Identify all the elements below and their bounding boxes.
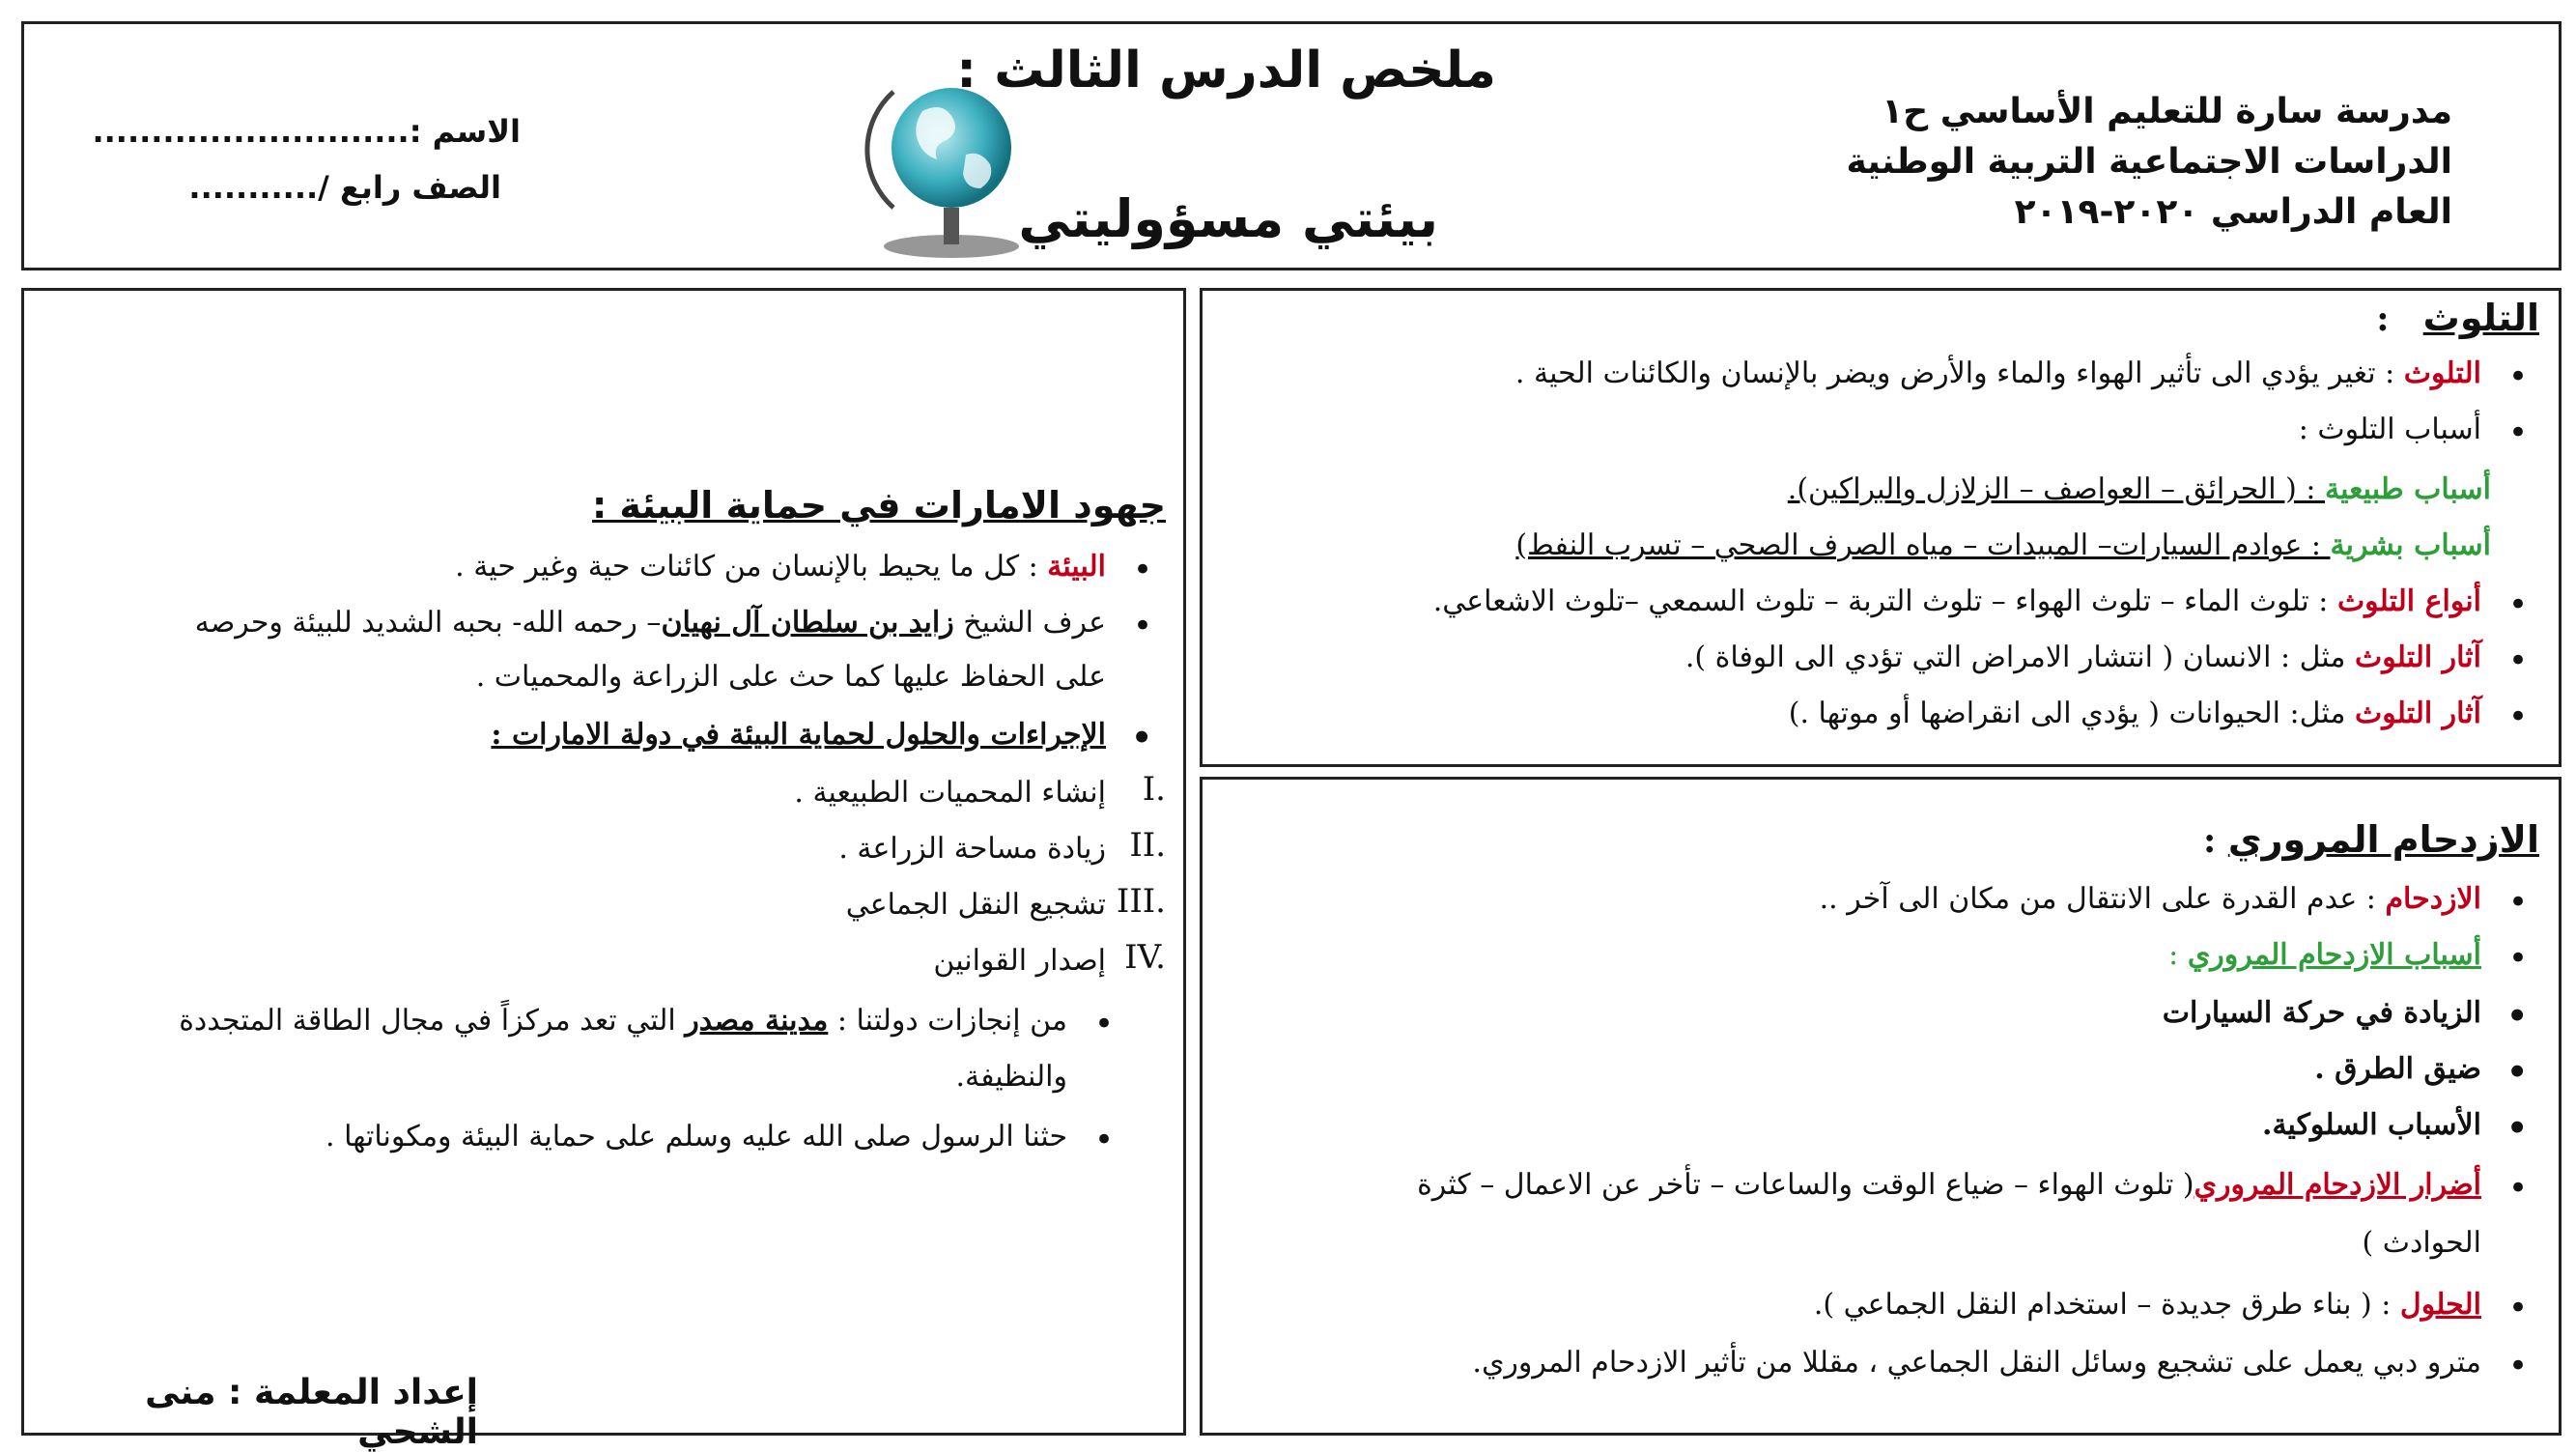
list-item: آثار التلوث مثل: الحيوانات ( يؤدي الى انقراضها أو موتها .) • [1789, 691, 2481, 737]
list-item: الحلول : ( بناء طرق جديدة – استخدام النقل الجماعي ). • [1814, 1282, 2481, 1328]
student-name-field: الاسم :........................... [92, 113, 521, 150]
worksheet-header [21, 21, 2562, 270]
traffic-list [1216, 876, 2481, 1427]
class-field: الصف رابع /........... [188, 169, 501, 206]
pollution-section [1200, 288, 2562, 767]
uae-efforts-section [21, 288, 1186, 1452]
lesson-summary-title: ملخص الدرس الثالث : [956, 42, 1496, 100]
lesson-name: بيئتي مسؤوليتي [1018, 188, 1438, 249]
traffic-title: الازدحام المروري : [2203, 818, 2539, 861]
list-item: الزيادة في حركة السيارات • [2163, 990, 2481, 1037]
list-item: الإجراءات والحلول لحماية البيئة في دولة الامارات : • [491, 712, 1106, 758]
list-item: التلوث : تغير يؤدي الى تأثير الهواء والماء والأرض ويضر بالإنسان والكائنات الحية . • [1515, 351, 2481, 397]
list-item-continuation: الحوادث ) [2362, 1226, 2481, 1260]
academic-year: العام الدراسي ٢٠٢٠-٢٠١٩ [2014, 192, 2452, 232]
list-item-continuation: والنظيفة. [955, 1060, 1067, 1094]
subject-name: الدراسات الاجتماعية التربية الوطنية [1846, 142, 2452, 182]
list-item: أنواع التلوث : تلوث الماء – تلوث الهواء – تلوث التربة – تلوث السمعي –تلوث الاشعاعي. • [1433, 579, 2481, 625]
pollution-list [1216, 351, 2491, 756]
list-item-continuation: على الحفاظ عليها كما حث على الزراعة والمحميات . [475, 660, 1106, 694]
list-item: مترو دبي يعمل على تشجيع وسائل النقل الجماعي ، مقللا من تأثير الازدحام المروري. • [1472, 1340, 2481, 1386]
measure-number: I. [1142, 770, 1166, 809]
list-item: ضيق الطرق . • [2314, 1046, 2481, 1093]
teacher-credit: إعداد المعلمة : منى الشحي [145, 1373, 478, 1452]
list-item: أسباب الازدحام المروري : • [2168, 932, 2481, 979]
measure-number: II. [1129, 826, 1166, 865]
list-item: عرف الشيخ زايد بن سلطان آل نهيان– رحمه الله- بحبه الشديد للبيئة وحرصه • [195, 600, 1106, 646]
uae-efforts-title: جهود الامارات في حماية البيئة : [592, 484, 1166, 527]
list-item: أسباب بشرية : عوادم السيارات– المبيدات – مياه الصرف الصحي – تسرب النفط) [1515, 528, 2491, 562]
globe-icon [855, 63, 1048, 266]
measure-number: IV. [1124, 938, 1166, 977]
list-item: أسباب طبيعية : ( الحرائق – العواصف – الزلازل والبراكين). [1787, 472, 2491, 506]
list-item: من إنجازات دولتنا : مدينة مصدر التي تعد مركزاً في مجال الطاقة المتجددة • [179, 998, 1067, 1044]
measure-item: إنشاء المحميات الطبيعية . [794, 776, 1106, 810]
list-item: الأسباب السلوكية. • [2262, 1102, 2481, 1149]
measure-item: تشجيع النقل الجماعي [845, 888, 1106, 922]
list-item: أضرار الازدحام المروري( تلوث الهواء – ضياع الوقت والساعات – تأخر عن الاعمال – كثرة • [1417, 1162, 2481, 1209]
list-item: الازدحام : عدم القدرة على الانتقال من مكان الى آخر .. • [1820, 876, 2481, 923]
list-item: البيئة : كل ما يحيط بالإنسان من كائنات حية وغير حية . • [455, 544, 1106, 590]
measure-item: زيادة مساحة الزراعة . [838, 832, 1106, 866]
pollution-title: التلوث : [2376, 297, 2539, 339]
uae-efforts-list [34, 544, 1106, 1153]
measure-item: إصدار القوانين [933, 944, 1106, 978]
traffic-section [1200, 777, 2562, 1436]
list-item: حثنا الرسول صلى الله عليه وسلم على حماية البيئة ومكوناتها . • [326, 1114, 1067, 1160]
school-name: مدرسة سارة للتعليم الأساسي ح١ [1882, 92, 2452, 131]
list-item: آثار التلوث مثل : الانسان ( انتشار الامراض التي تؤدي الى الوفاة ). • [1685, 635, 2481, 681]
list-item: أسباب التلوث : • [2299, 407, 2481, 453]
measure-number: III. [1116, 882, 1166, 921]
